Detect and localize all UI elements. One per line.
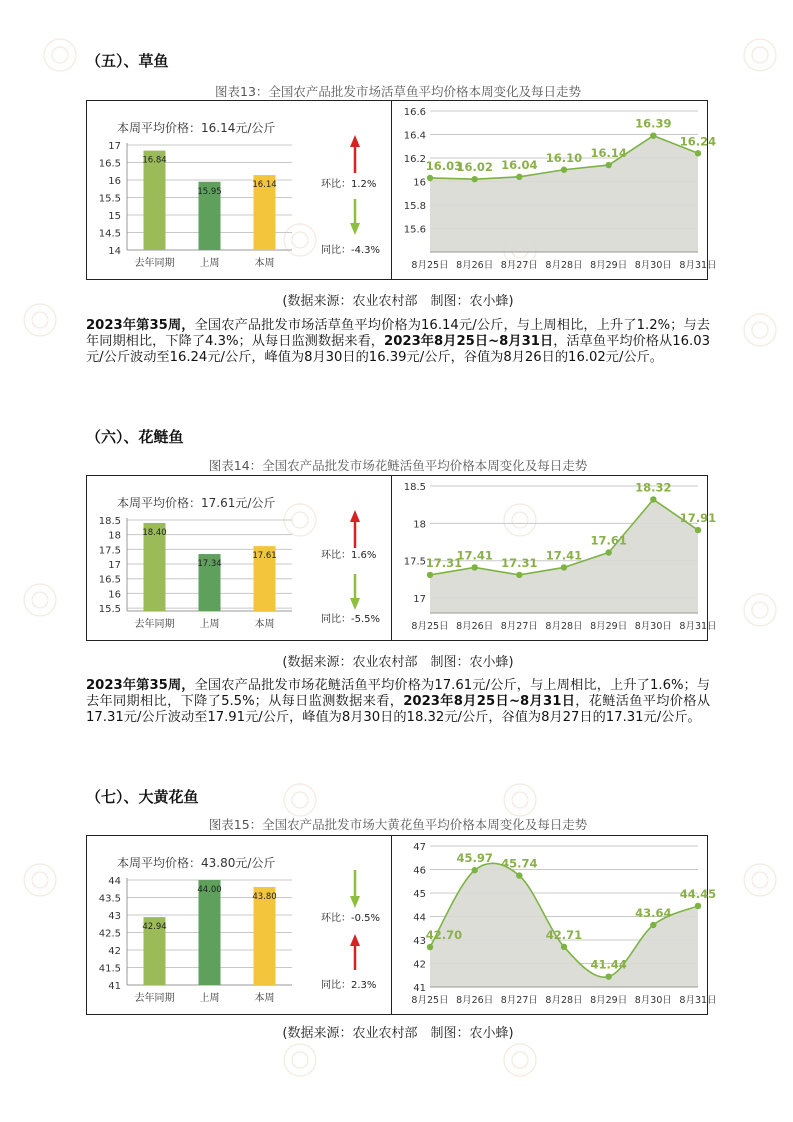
bee-logo-icon <box>24 584 56 616</box>
body-text: 全国农产品批发市场花鲢活鱼平均价格为17.61元/公斤，与上周相比，上升了1.6%；与去年同期相比，下降了5.5%；从每日监测数据来看， <box>86 678 710 709</box>
data-label: 43.64 <box>635 905 672 920</box>
yoy-change-label: 同比：-5.5% <box>321 614 381 625</box>
bee-logo-icon <box>744 594 776 626</box>
emphasis-text: 2023年第35周， <box>86 678 195 693</box>
y-tick-label: 44 <box>108 876 121 887</box>
x-tick-label: 8月27日 <box>500 995 538 1006</box>
data-label: 45.97 <box>456 851 493 866</box>
y-tick-label: 17.5 <box>403 556 426 568</box>
y-tick-label: 15.5 <box>98 604 121 616</box>
figure-caption: 图表14：全国农产品批发市场花鲢活鱼平均价格本周变化及每日走势 <box>208 458 588 473</box>
data-label: 17.91 <box>679 511 717 526</box>
data-label: 16.24 <box>679 134 717 149</box>
data-point <box>561 944 567 950</box>
x-tick-label: 8月25日 <box>411 621 449 632</box>
data-point <box>471 867 477 873</box>
section-yellow-croaker <box>86 784 717 1044</box>
data-label: 41.44 <box>590 957 627 972</box>
analysis-paragraph <box>86 318 710 366</box>
category-label: 本周 <box>254 258 275 269</box>
arrow-head <box>350 135 360 147</box>
body-text: 全国农产品批发市场活草鱼平均价格为16.14元/公斤，与上周相比，上升了1.2%；与去年同期相比，下降了4.3%；从每日监测数据来看， <box>86 318 710 349</box>
bar-value-label: 17.61 <box>252 551 277 562</box>
daily-trend-chart <box>392 476 717 639</box>
data-label: 16.03 <box>425 158 463 173</box>
data-source: (数据来源：农业农村部 制图：农小蜂) <box>282 294 514 309</box>
daily-trend-chart <box>392 101 717 278</box>
y-tick-label: 17 <box>413 594 426 606</box>
y-tick-label: 46 <box>413 865 426 877</box>
x-tick-label: 8月31日 <box>679 260 717 271</box>
x-tick-label: 8月28日 <box>545 995 583 1006</box>
y-tick-label: 17.5 <box>98 545 121 557</box>
data-label: 16.10 <box>545 150 583 165</box>
y-tick-label: 41 <box>108 981 121 992</box>
body-text: ，活草鱼平均价格从16.03元/公斤波动至16.24元/公斤，峰值为8月30日的16.39元/公斤，谷值为8月26日的16.02元/公斤。 <box>86 334 710 365</box>
bee-logo-icon <box>744 39 776 71</box>
y-tick-label: 47 <box>413 842 426 853</box>
daily-trend-chart <box>392 836 717 1013</box>
data-label: 17.61 <box>590 533 627 548</box>
bar-panel <box>87 101 391 278</box>
body-text: ，花鲢活鱼平均价格从17.31元/公斤波动至17.91元/公斤，峰值为8月30日的18.32元/公斤，谷值为8月27日的17.31元/公斤。 <box>86 694 711 725</box>
x-tick-label: 8月28日 <box>545 260 583 271</box>
mom-change-label: 环比：1.6% <box>321 550 377 561</box>
emphasis-text: 2023年第35周， <box>86 318 195 333</box>
figure-box <box>86 475 717 641</box>
data-point <box>650 922 656 928</box>
y-tick-label: 41 <box>413 983 426 994</box>
y-tick-label: 16.5 <box>98 574 121 586</box>
category-label: 去年同期 <box>134 993 175 1004</box>
data-point <box>561 564 567 570</box>
arrow-head <box>350 896 360 908</box>
line-panel <box>392 476 717 639</box>
data-point <box>516 174 522 180</box>
y-tick-label: 44 <box>413 912 426 924</box>
arrow-head <box>350 223 360 235</box>
data-label: 16.39 <box>635 116 672 131</box>
analysis-paragraph <box>86 678 710 726</box>
data-label: 44.45 <box>679 886 717 901</box>
line-panel <box>392 101 717 278</box>
bee-logo-icon <box>744 864 776 896</box>
y-tick-label: 17 <box>108 141 121 152</box>
area-fill <box>430 863 698 987</box>
x-tick-label: 8月26日 <box>456 260 494 271</box>
y-tick-label: 42 <box>108 946 121 957</box>
y-tick-label: 16 <box>108 589 121 601</box>
x-tick-label: 8月25日 <box>411 260 449 271</box>
bee-logo-icon <box>504 1044 536 1076</box>
category-label: 去年同期 <box>134 619 175 630</box>
data-point <box>695 527 701 533</box>
figure-caption: 图表15：全国农产品批发市场大黄花鱼平均价格本周变化及每日走势 <box>208 817 588 832</box>
y-tick-label: 41.5 <box>98 963 121 975</box>
data-label: 42.70 <box>425 928 463 943</box>
week-average-label: 本周平均价格：43.80元/公斤 <box>117 856 276 870</box>
data-point <box>516 872 522 878</box>
y-tick-label: 18 <box>413 519 426 531</box>
figure-caption: 图表13：全国农产品批发市场活草鱼平均价格本周变化及每日走势 <box>215 84 581 99</box>
data-label: 42.71 <box>545 927 583 942</box>
up-arrow-icon <box>350 135 360 173</box>
emphasis-text: 2023年8月25日~8月31日 <box>384 334 554 349</box>
data-label: 17.31 <box>425 555 463 570</box>
bar-value-label: 42.94 <box>142 922 167 933</box>
arrow-head <box>350 934 360 946</box>
bar-value-label: 16.14 <box>252 180 277 191</box>
y-tick-label: 17 <box>108 560 121 572</box>
bar-panel <box>87 476 391 639</box>
x-tick-label: 8月26日 <box>456 995 494 1006</box>
y-tick-label: 16 <box>108 176 121 187</box>
down-arrow-icon <box>350 199 360 235</box>
bar-panel <box>87 836 391 1013</box>
data-source: (数据来源：农业农村部 制图：农小蜂) <box>282 655 514 670</box>
data-point <box>516 572 522 578</box>
bee-logo-icon <box>284 1044 316 1076</box>
data-source: (数据来源：农业农村部 制图：农小蜂) <box>282 1026 514 1041</box>
data-point <box>605 549 611 555</box>
y-tick-label: 16.6 <box>403 107 426 118</box>
bar-value-label: 16.84 <box>142 155 167 166</box>
data-label: 17.31 <box>501 555 538 570</box>
y-tick-label: 15.6 <box>403 224 426 236</box>
section-heading: （七）、大黄花鱼 <box>86 788 199 806</box>
arrow-head <box>350 598 360 610</box>
y-tick-label: 42 <box>413 959 426 971</box>
down-arrow-icon <box>350 870 360 908</box>
x-tick-label: 8月27日 <box>500 260 538 271</box>
category-label: 上周 <box>199 993 220 1004</box>
category-label: 去年同期 <box>134 258 175 269</box>
up-arrow-icon <box>350 934 360 970</box>
y-tick-label: 43 <box>108 911 121 922</box>
bar-value-label: 44.00 <box>197 885 222 895</box>
y-tick-label: 14.5 <box>98 228 121 240</box>
mom-change-label: 环比：-0.5% <box>321 913 381 924</box>
y-tick-label: 16.4 <box>403 130 426 142</box>
data-point <box>427 572 433 578</box>
x-tick-label: 8月26日 <box>456 621 494 632</box>
bar <box>199 880 221 985</box>
y-tick-label: 16.5 <box>98 158 121 170</box>
data-point <box>650 132 656 138</box>
data-label: 45.74 <box>501 856 538 871</box>
bee-logo-icon <box>24 304 56 336</box>
x-tick-label: 8月31日 <box>679 621 717 632</box>
section-heading: （六）、花鲢鱼 <box>86 428 184 446</box>
category-label: 本周 <box>254 619 275 630</box>
week-average-label: 本周平均价格：17.61元/公斤 <box>117 496 276 510</box>
bar-value-label: 43.80 <box>252 892 277 902</box>
y-tick-label: 18 <box>108 530 121 542</box>
figure-box <box>86 100 717 280</box>
x-tick-label: 8月28日 <box>545 621 583 632</box>
yoy-change-label: 同比：2.3% <box>321 980 377 991</box>
data-point <box>561 167 567 173</box>
bee-logo-icon <box>744 314 776 346</box>
down-arrow-icon <box>350 574 360 610</box>
data-point <box>471 564 477 570</box>
section-bighead-carp <box>86 424 717 764</box>
y-tick-label: 16 <box>413 177 426 189</box>
bee-logo-icon <box>24 864 56 896</box>
bar-value-label: 17.34 <box>197 559 222 570</box>
category-label: 上周 <box>199 619 220 630</box>
x-tick-label: 8月27日 <box>500 621 538 632</box>
data-point <box>695 150 701 156</box>
bar-value-label: 15.95 <box>197 186 222 197</box>
section-heading: （五）、草鱼 <box>86 52 169 70</box>
y-tick-label: 15.5 <box>98 193 121 205</box>
y-tick-label: 15.8 <box>403 201 426 212</box>
y-tick-label: 14 <box>108 246 121 257</box>
data-label: 17.41 <box>456 548 493 563</box>
y-tick-label: 15 <box>108 211 121 222</box>
x-tick-label: 8月25日 <box>411 995 449 1006</box>
mom-change-label: 环比：1.2% <box>321 179 377 190</box>
y-tick-label: 45 <box>413 889 426 900</box>
bee-logo-icon <box>44 39 76 71</box>
data-point <box>471 176 477 182</box>
x-tick-label: 8月29日 <box>590 621 628 632</box>
y-tick-label: 16.2 <box>403 154 426 165</box>
category-label: 本周 <box>254 993 275 1004</box>
x-tick-label: 8月30日 <box>634 260 672 271</box>
y-tick-label: 43.5 <box>98 893 121 905</box>
data-label: 17.41 <box>545 548 583 563</box>
x-tick-label: 8月31日 <box>679 995 717 1006</box>
week-average-label: 本周平均价格：16.14元/公斤 <box>117 121 276 135</box>
data-label: 16.14 <box>590 146 627 161</box>
data-point <box>650 496 656 502</box>
emphasis-text: 2023年8月25日~8月31日 <box>403 694 576 709</box>
yoy-change-label: 同比：-4.3% <box>321 245 381 256</box>
y-tick-label: 18.5 <box>403 482 426 493</box>
data-point <box>695 903 701 909</box>
data-point <box>427 175 433 181</box>
x-tick-label: 8月29日 <box>590 995 628 1006</box>
data-label: 18.32 <box>635 480 672 495</box>
bar-value-label: 18.40 <box>142 527 167 538</box>
y-tick-label: 43 <box>413 936 426 947</box>
arrow-head <box>350 510 360 522</box>
data-point <box>427 944 433 950</box>
y-tick-label: 18.5 <box>98 516 121 527</box>
category-label: 上周 <box>199 258 220 269</box>
up-arrow-icon <box>350 510 360 548</box>
x-tick-label: 8月30日 <box>634 621 672 632</box>
data-label: 16.04 <box>501 157 538 172</box>
data-point <box>605 973 611 979</box>
x-tick-label: 8月29日 <box>590 260 628 271</box>
data-point <box>605 162 611 168</box>
x-tick-label: 8月30日 <box>634 995 672 1006</box>
data-label: 16.02 <box>456 160 493 175</box>
y-tick-label: 42.5 <box>98 928 121 940</box>
line-panel <box>392 836 717 1013</box>
section-grass-carp <box>86 48 717 398</box>
figure-box <box>86 835 717 1015</box>
